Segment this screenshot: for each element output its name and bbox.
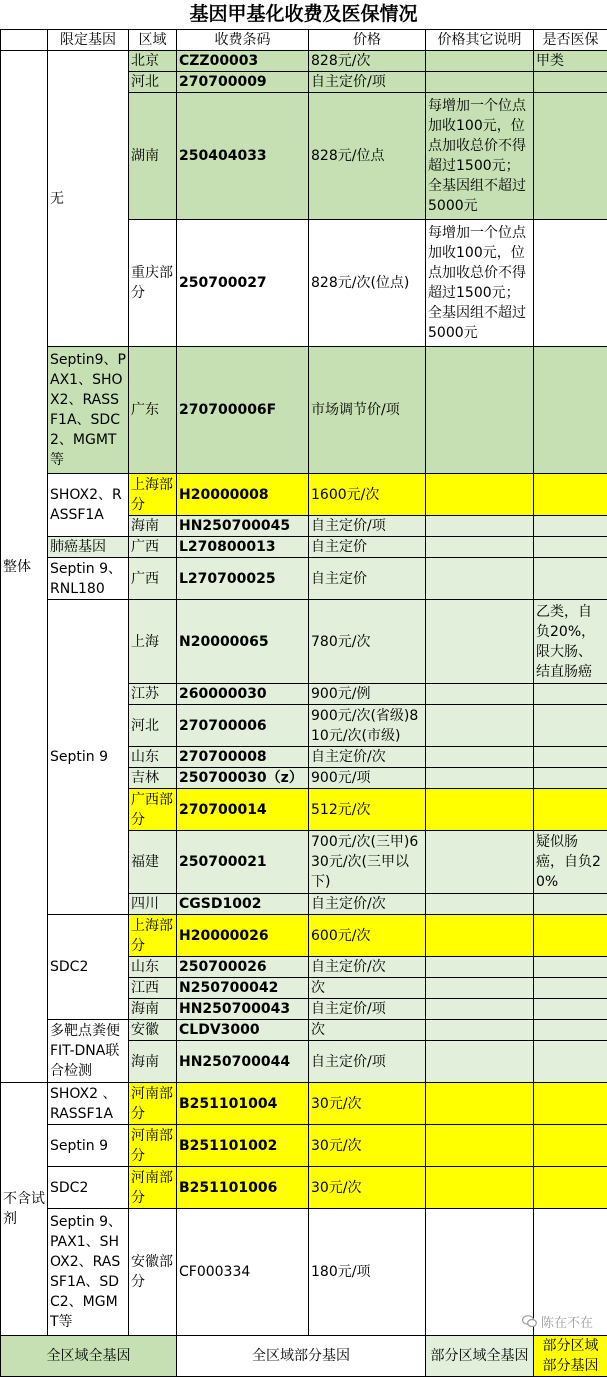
region-cell: 河南部分 xyxy=(129,1083,177,1125)
price-cell: 700元/次(三甲)630元/次(三甲以下) xyxy=(309,831,426,894)
table-row xyxy=(1,347,607,474)
price-cell: 自主定价/次 xyxy=(309,747,426,768)
code-cell: B251101004 xyxy=(177,1083,309,1125)
region-cell: 广西部分 xyxy=(129,789,177,831)
legend-part-region-part-gene: 部分区域部分基因 xyxy=(534,1336,607,1377)
gene-cell: 肺癌基因 xyxy=(48,537,129,558)
code-cell: B251101006 xyxy=(177,1167,309,1209)
gene-cell: 多靶点粪便FIT-DNA联合检测 xyxy=(48,1020,129,1083)
price-cell: 次 xyxy=(309,978,426,999)
watermark-text: 陈在不在 xyxy=(541,1312,593,1331)
region-cell: 广东 xyxy=(129,347,177,474)
gene-cell: SDC2 xyxy=(48,915,129,1020)
insurance-cell xyxy=(534,894,607,915)
insurance-cell: 疑似肠癌，自负20% xyxy=(534,831,607,894)
gene-cell: SHOX2 、RASSF1A xyxy=(48,1083,129,1125)
gene-cell: SDC2 xyxy=(48,1167,129,1209)
note-cell xyxy=(426,1083,534,1125)
note-cell: 每增加一个位点加收100元，位点加收总价不得超过1500元；全基因组不超过5000元 xyxy=(426,220,534,347)
code-cell: L270700025 xyxy=(177,558,309,600)
price-cell: 828元/位点 xyxy=(309,93,426,220)
note-cell xyxy=(426,831,534,894)
insurance-cell xyxy=(534,516,607,537)
insurance-cell xyxy=(534,347,607,474)
price-cell: 180元/项 xyxy=(309,1209,426,1336)
price-cell: 30元/次 xyxy=(309,1125,426,1167)
note-cell xyxy=(426,600,534,684)
note-cell xyxy=(426,1041,534,1083)
note-cell xyxy=(426,1167,534,1209)
table-row xyxy=(1,1167,607,1209)
region-cell: 河北 xyxy=(129,72,177,93)
insurance-cell xyxy=(534,915,607,957)
insurance-cell xyxy=(534,978,607,999)
code-cell: HN250700045 xyxy=(177,516,309,537)
note-cell: 每增加一个位点加收100元，位点加收总价不得超过1500元；全基因组不超过5000元 xyxy=(426,93,534,220)
code-cell: 270700006 xyxy=(177,705,309,747)
table-row xyxy=(1,474,607,516)
region-cell: 安徽部分 xyxy=(129,1209,177,1336)
price-cell: 自主定价/项 xyxy=(309,516,426,537)
chat-bubble-icon xyxy=(522,1315,537,1328)
price-cell: 600元/次 xyxy=(309,915,426,957)
region-cell: 吉林 xyxy=(129,768,177,789)
note-cell xyxy=(426,789,534,831)
table-row xyxy=(1,1209,607,1336)
table-row xyxy=(1,1020,607,1041)
code-cell: B251101002 xyxy=(177,1125,309,1167)
note-cell xyxy=(426,1020,534,1041)
insurance-cell xyxy=(534,537,607,558)
price-cell: 自主定价 xyxy=(309,558,426,600)
note-cell xyxy=(426,1209,534,1336)
insurance-cell xyxy=(534,789,607,831)
code-cell: 250404033 xyxy=(177,93,309,220)
table-row xyxy=(1,558,607,600)
header-row xyxy=(1,30,607,51)
header-insurance: 是否医保 xyxy=(534,30,607,51)
price-cell: 自主定价 xyxy=(309,537,426,558)
note-cell xyxy=(426,72,534,93)
gene-cell: Septin 9 xyxy=(48,600,129,915)
insurance-cell xyxy=(534,1041,607,1083)
price-cell: 900元/项 xyxy=(309,768,426,789)
table-title: 基因甲基化收费及医保情况 xyxy=(0,0,607,29)
region-cell: 广西 xyxy=(129,558,177,600)
code-cell: 250700027 xyxy=(177,220,309,347)
note-cell xyxy=(426,1125,534,1167)
header-price: 价格 xyxy=(309,30,426,51)
price-cell: 市场调节价/项 xyxy=(309,347,426,474)
insurance-cell xyxy=(534,220,607,347)
insurance-cell xyxy=(534,558,607,600)
insurance-cell: 甲类 xyxy=(534,51,607,72)
insurance-cell xyxy=(534,474,607,516)
region-cell: 广西 xyxy=(129,537,177,558)
code-cell: 270700014 xyxy=(177,789,309,831)
code-cell: HN250700043 xyxy=(177,999,309,1020)
code-cell: HN250700044 xyxy=(177,1041,309,1083)
region-cell: 上海部分 xyxy=(129,915,177,957)
code-cell: N20000065 xyxy=(177,600,309,684)
fee-table xyxy=(0,29,607,1377)
gene-cell: Septin 9 xyxy=(48,1125,129,1167)
note-cell xyxy=(426,51,534,72)
price-cell: 次 xyxy=(309,1020,426,1041)
code-cell: H20000026 xyxy=(177,915,309,957)
note-cell xyxy=(426,347,534,474)
price-cell: 828元/次 xyxy=(309,51,426,72)
note-cell xyxy=(426,999,534,1020)
code-cell: CLDV3000 xyxy=(177,1020,309,1041)
price-cell: 828元/次(位点) xyxy=(309,220,426,347)
region-cell: 湖南 xyxy=(129,93,177,220)
code-cell: 270700009 xyxy=(177,72,309,93)
region-cell: 上海 xyxy=(129,600,177,684)
code-cell: 250700026 xyxy=(177,957,309,978)
price-cell: 900元/例 xyxy=(309,684,426,705)
table-row xyxy=(1,1125,607,1167)
insurance-cell xyxy=(534,705,607,747)
insurance-cell: 乙类，自负20%，限大肠、结直肠癌 xyxy=(534,600,607,684)
region-cell: 四川 xyxy=(129,894,177,915)
gene-cell: Septin 9、PAX1、SHOX2、RASSF1A、SDC2、MGMT等 xyxy=(48,1209,129,1336)
insurance-cell xyxy=(534,999,607,1020)
note-cell xyxy=(426,894,534,915)
region-cell: 江西 xyxy=(129,978,177,999)
code-cell: 270700008 xyxy=(177,747,309,768)
code-cell: L270800013 xyxy=(177,537,309,558)
note-cell xyxy=(426,684,534,705)
price-cell: 自主定价/项 xyxy=(309,1041,426,1083)
price-cell: 30元/次 xyxy=(309,1167,426,1209)
price-cell: 自主定价/次 xyxy=(309,894,426,915)
note-cell xyxy=(426,558,534,600)
note-cell xyxy=(426,768,534,789)
note-cell xyxy=(426,474,534,516)
code-cell: H20000008 xyxy=(177,474,309,516)
code-cell: CF000334 xyxy=(177,1209,309,1336)
legend-part-region-all-gene: 部分区域全基因 xyxy=(426,1336,534,1377)
region-cell: 福建 xyxy=(129,831,177,894)
note-cell xyxy=(426,978,534,999)
price-cell: 自主定价/项 xyxy=(309,999,426,1020)
insurance-cell xyxy=(534,1167,607,1209)
region-cell: 河南部分 xyxy=(129,1167,177,1209)
region-cell: 江苏 xyxy=(129,684,177,705)
header-code: 收费条码 xyxy=(177,30,309,51)
region-cell: 安徽 xyxy=(129,1020,177,1041)
price-cell: 自主定价/次 xyxy=(309,957,426,978)
note-cell xyxy=(426,957,534,978)
region-cell: 重庆部分 xyxy=(129,220,177,347)
region-cell: 山东 xyxy=(129,747,177,768)
header-note: 价格其它说明 xyxy=(426,30,534,51)
legend-row xyxy=(1,1336,607,1377)
header-gene: 限定基因 xyxy=(48,30,129,51)
insurance-cell xyxy=(534,768,607,789)
table-row xyxy=(1,51,607,72)
header-blank xyxy=(1,30,48,51)
gene-cell: SHOX2、RASSF1A xyxy=(48,474,129,537)
insurance-cell xyxy=(534,72,607,93)
region-cell: 海南 xyxy=(129,1041,177,1083)
insurance-cell xyxy=(534,747,607,768)
group-cell-whole: 整体 xyxy=(1,51,48,1083)
group-cell-no-reagent: 不含试剂 xyxy=(1,1083,48,1336)
legend-all-region-part-gene: 全区域部分基因 xyxy=(177,1336,426,1377)
header-region: 区域 xyxy=(129,30,177,51)
code-cell: 250700030（z） xyxy=(177,768,309,789)
region-cell: 河南部分 xyxy=(129,1125,177,1167)
insurance-cell xyxy=(534,1125,607,1167)
price-cell: 780元/次 xyxy=(309,600,426,684)
note-cell xyxy=(426,915,534,957)
table-row xyxy=(1,915,607,957)
note-cell xyxy=(426,747,534,768)
code-cell: N250700042 xyxy=(177,978,309,999)
insurance-cell xyxy=(534,1083,607,1125)
price-cell: 自主定价/项 xyxy=(309,72,426,93)
code-cell: 270700006F xyxy=(177,347,309,474)
region-cell: 海南 xyxy=(129,999,177,1020)
gene-cell: 无 xyxy=(48,51,129,347)
gene-cell: Septin9、PAX1、SHOX2、RASSF1A、SDC2、MGMT等 xyxy=(48,347,129,474)
region-cell: 河北 xyxy=(129,705,177,747)
region-cell: 海南 xyxy=(129,516,177,537)
insurance-cell xyxy=(534,93,607,220)
code-cell: CZZ00003 xyxy=(177,51,309,72)
code-cell: 260000030 xyxy=(177,684,309,705)
watermark xyxy=(522,1312,593,1331)
note-cell xyxy=(426,537,534,558)
legend-all-region-all-gene: 全区域全基因 xyxy=(1,1336,177,1377)
price-cell: 30元/次 xyxy=(309,1083,426,1125)
price-cell: 900元/次(省级)810元/次(市级) xyxy=(309,705,426,747)
note-cell xyxy=(426,705,534,747)
table-row xyxy=(1,1083,607,1125)
code-cell: 250700021 xyxy=(177,831,309,894)
table-row xyxy=(1,600,607,684)
code-cell: CGSD1002 xyxy=(177,894,309,915)
region-cell: 上海部分 xyxy=(129,474,177,516)
gene-cell: Septin 9、RNL180 xyxy=(48,558,129,600)
note-cell xyxy=(426,516,534,537)
insurance-cell xyxy=(534,957,607,978)
region-cell: 北京 xyxy=(129,51,177,72)
price-cell: 1600元/次 xyxy=(309,474,426,516)
price-cell: 512元/次 xyxy=(309,789,426,831)
insurance-cell xyxy=(534,1020,607,1041)
region-cell: 山东 xyxy=(129,957,177,978)
insurance-cell xyxy=(534,684,607,705)
table-row xyxy=(1,537,607,558)
